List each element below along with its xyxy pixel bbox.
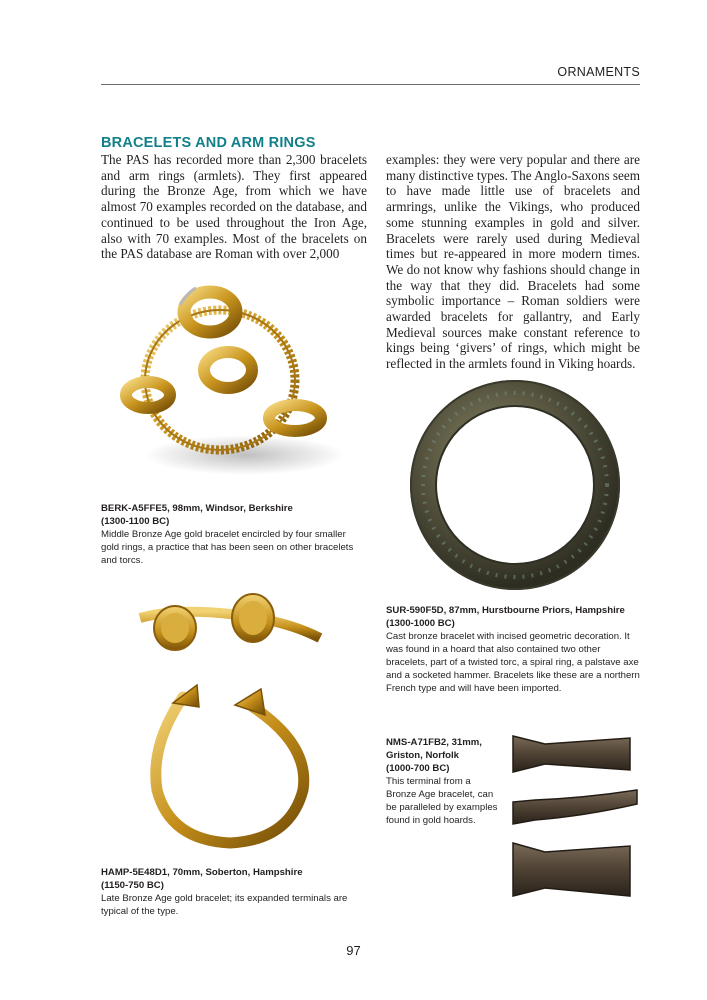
- figure-caption-berk-a5ffe5: [101, 502, 361, 567]
- figure-caption-title: BERK-A5FFE5, 98mm, Windsor, Berkshire: [101, 503, 293, 514]
- figure-caption-sur-590f5d: [386, 604, 640, 695]
- figure-caption-title: HAMP-5E48D1, 70mm, Soberton, Hampshire: [101, 867, 303, 878]
- figure-caption-description: Late Bronze Age gold bracelet; its expanded terminals are typical of the type.: [101, 893, 348, 917]
- section-title: BRACELETS AND ARM RINGS: [101, 135, 316, 151]
- figure-caption-date: (1300-1100 BC): [101, 516, 170, 527]
- page-number: 97: [346, 943, 361, 958]
- figure-caption-description: Cast bronze bracelet with incised geometric decoration. It was found in a hoard that also contained two other bracelets, part of a twisted torc, a spiral ring, a palstave axe and a socketed hammer. Bracelets like these are a northern French type and will have been imported.: [386, 631, 640, 694]
- body-text-left-column: The PAS has recorded more than 2,300 bracelets and arm rings (armlets). They first appeared during the Bronze Age, from which we have almost 70 examples recorded on the database, and continued to be used throughout the Iron Age, also with 70 examples. Most of the bracelets on the PAS database are Roman with over 2,000: [101, 152, 367, 262]
- gold-bracelet-with-rings-photo: [110, 270, 350, 485]
- gold-penannular-bracelet-photo: [135, 675, 325, 855]
- figure-caption-date: (1300-1000 BC): [386, 618, 455, 629]
- figure-caption-date: (1000-700 BC): [386, 763, 450, 774]
- running-header: ORNAMENTS: [557, 65, 640, 79]
- bronze-bracelet-photo: [400, 370, 630, 600]
- body-text-right-column: examples: they were very popular and there are many distinctive types. The Anglo-Saxons seem to have made little use of bracelets and armrings, unlike the Vikings, who produced some stunning examples in gold and silver. Bracelets were rarely used during Medieval times but re-appeared in more modern times. We do not know why fashions should change in the way that they did. Bracelets had some symbolic importance – Roman soldiers were awarded bracelets for gallantry, and Early Medieval sources make constant reference to kings being ‘givers’ of rings, which might be reflected in the armlets found in Viking hoards.: [386, 152, 640, 372]
- figure-caption-title: NMS-A71FB2, 31mm, Griston, Norfolk: [386, 737, 482, 761]
- figure-caption-date: (1150-750 BC): [101, 880, 164, 891]
- bronze-terminal-photo: [505, 728, 645, 908]
- header-divider: [101, 84, 640, 85]
- figure-caption-nms-a71fb2: [386, 736, 498, 827]
- figure-caption-description: This terminal from a Bronze Age bracelet, can be paralleled by examples found in gold hoards.: [386, 776, 498, 826]
- gold-bracelet-flat-terminals-photo: [135, 588, 325, 663]
- figure-caption-hamp-5e48d1: [101, 866, 361, 918]
- figure-caption-description: Middle Bronze Age gold bracelet encircled by four smaller gold rings, a practice that has been seen on other bracelets and torcs.: [101, 529, 354, 566]
- figure-caption-title: SUR-590F5D, 87mm, Hurstbourne Priors, Hampshire: [386, 605, 625, 616]
